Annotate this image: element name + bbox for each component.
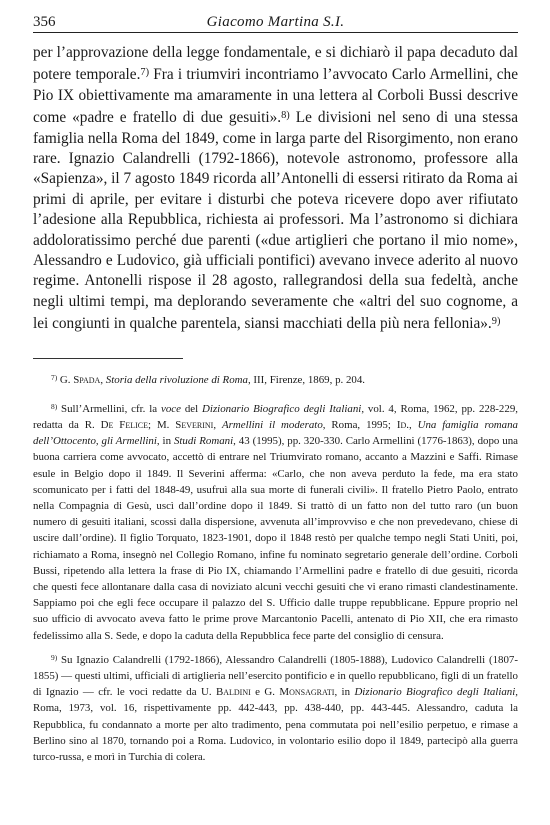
footnote-text: del — [180, 402, 203, 415]
footnote-ref-9: 9) — [491, 316, 501, 328]
footnote-text: , — [100, 373, 106, 386]
author-name: Id. — [396, 419, 409, 432]
footnote-text: , in — [334, 686, 355, 699]
italic-term: voce — [161, 402, 181, 415]
body-text-part: per l’approvazione della legge fondamentale, e si dichiarò il papa decaduto dal potere temporale. — [33, 44, 518, 84]
footnote-number: 7) — [51, 373, 58, 382]
journal-title: Studi Romani — [173, 435, 234, 448]
work-title: Armellini il moderato — [222, 419, 323, 432]
footnote-text: , — [213, 419, 222, 432]
body-paragraph — [33, 43, 518, 335]
footnotes — [33, 370, 518, 771]
footnote-text: , — [408, 419, 418, 432]
footnote-text: e G. — [250, 686, 280, 699]
work-title: Dizionario Biografico degli Italiani — [202, 402, 362, 415]
body-text-part: Le divisioni nel seno di una stessa famiglia nella Roma del 1849, come in larga parte del Risorgimento, non erano rare. Ignazio Calandrelli (1792-1866), notevole astronomo, professore alla «Sapienza», il 7 agosto 1849 ricorda all’Antonelli di essersi ritirato da Roma ai primi di aprile, per evitare i disturbi che poteva ricevere dopo aver rifiutato l’adesione alla Repubblica, richiesta ai professori. Ma l’astronomo si dichiara addoloratissimo perché due parenti («due artiglieri che portano il mio nome», Alessandro e Ludovico, già ufficiali pontifici) avevano invece aderito al nuovo regime. Antonelli rispose il 28 agosto, rallegrandosi della sua fedeltà, anche negli ultimi tempi, ma deplorando severamente che «altri del suo cognome, a lei congiunti in qualche parentela, siansi macchiati della più nera fellonia». — [33, 109, 518, 333]
footnote-text: Su Ignazio Calandrelli (1792-1866), Alessandro Calandrelli (1805-1888), Ludovico Calandrelli (1807-1855) — questi ultimi, ufficiali di artiglieria nell’esercito pontificio e in quello repubblicano, figli di un fratello di Ignazio — cfr. le voci redatte da U. — [33, 653, 518, 699]
footnote-text: , vol. 4, Roma, 1962, pp. 228-229, redatta da R. — [33, 402, 518, 432]
footnote-7 — [33, 370, 518, 388]
footnote-text: ; M. — [148, 419, 176, 432]
footnote-number: 8) — [51, 402, 58, 412]
footnote-text: , in — [156, 435, 174, 448]
author-name: Monsagrati — [279, 686, 335, 699]
footnote-text: , III, Firenze, 1869, p. 204. — [247, 373, 366, 386]
footnote-text: , Roma, 1973, vol. 16, rispettivamente pp. 442-443, pp. 438-440, pp. 443-445. Alessandro, caduta la Repubblica, fu condannato a morte per alto tradimento, pena commutata poi nell’esilio perpetuo, e rimase a Berlino sino al 1870, tornando poi a Roma. Ludovico, in volontario esilio dopo il 1849, partecipò alla guerra turco-russa, e morì in Turchia di colera. — [33, 686, 519, 763]
footnote-ref-7: 7) — [140, 67, 150, 79]
author-name: Spada — [73, 373, 101, 386]
footnote-9 — [33, 650, 518, 765]
footnote-text: , Roma, 1995; — [322, 419, 397, 432]
running-head: Giacomo Martina S.I. — [206, 14, 345, 30]
body-text-part: Fra i triumviri incontriamo l’avvocato Carlo Armellini, che Pio IX obiettivamente ma amaramente in una lettera al Corboli Bussi descrive come «padre e fratello di due gesuiti». — [33, 66, 518, 127]
author-name: Severini — [175, 419, 214, 432]
footnote-text: Sull’Armellini, cfr. la — [57, 402, 162, 415]
footnote-text: G. — [57, 373, 74, 386]
footnote-divider — [33, 358, 183, 359]
author-name: Baldini — [215, 686, 251, 699]
footnote-ref-8: 8) — [281, 110, 290, 122]
work-title: Dizionario Biografico degli Italiani — [354, 686, 516, 699]
page-number: 356 — [33, 14, 56, 30]
page-header — [33, 12, 518, 33]
author-name: De Felice — [100, 419, 149, 432]
footnote-text: , 43 (1995), pp. 320-330. Carlo Armellini (1776-1863), dopo una buona carriera come avvocato, accettò di entrare nel Triumvirato romano, accanto a Mazzini e Saffi. Rimase esule in Belgio dopo il 1849. Il Severini afferma: «Carlo, che non aveva perduto la fede, ma era stato scomunicato per i fatti del 1848-49, usufruì alla sua morte di funerali civili». Il fratello Pietro Paolo, entrato nella Compagnia di Gesù, uscì dall’ordine dopo il 1849. Si trattò di un fatto non del tutto raro (un buon numero di gesuiti italiani, scossi dalla dispersione, avvenuta all’improvviso e che non prevedevano, chiese di uscire dall’ordine). Il figlio Torquato, 1823-1901, dopo il 1848 restò per qualche tempo negli Stati Uniti, poi, richiamato a Roma, insegnò nel Collegio Romano, infine fu nominato segretario generale dell’ordine. Corboli Bussi, ripetendo alla lettera la frase di Pio IX, chiamando l’Armellini padre e fratello di due gesuiti, ricorda che questi fece allontanare dalla casa di noviziato alcuni vecchi gesuiti che vi erano rimasti clandestinamente. Sappiamo poi che egli fece occupare il palazzo del S. Ufficio dalle truppe repubblicane. Eppure proprio nel suo ufficio di avvocato aveva fatto le prime prove Marcantonio Pacelli, antenato di Pio XII, che era rimasto fedelissimo alla S. Sede, e dopo la caduta della Repubblica fece parte del consiglio di censura. — [33, 435, 518, 642]
footnote-8 — [33, 399, 518, 644]
work-title: Una famiglia romana dell’Ottocento, gli Armellini — [33, 419, 518, 448]
footnote-number: 9) — [51, 652, 58, 662]
work-title: Storia della rivoluzione di Roma — [105, 373, 248, 386]
